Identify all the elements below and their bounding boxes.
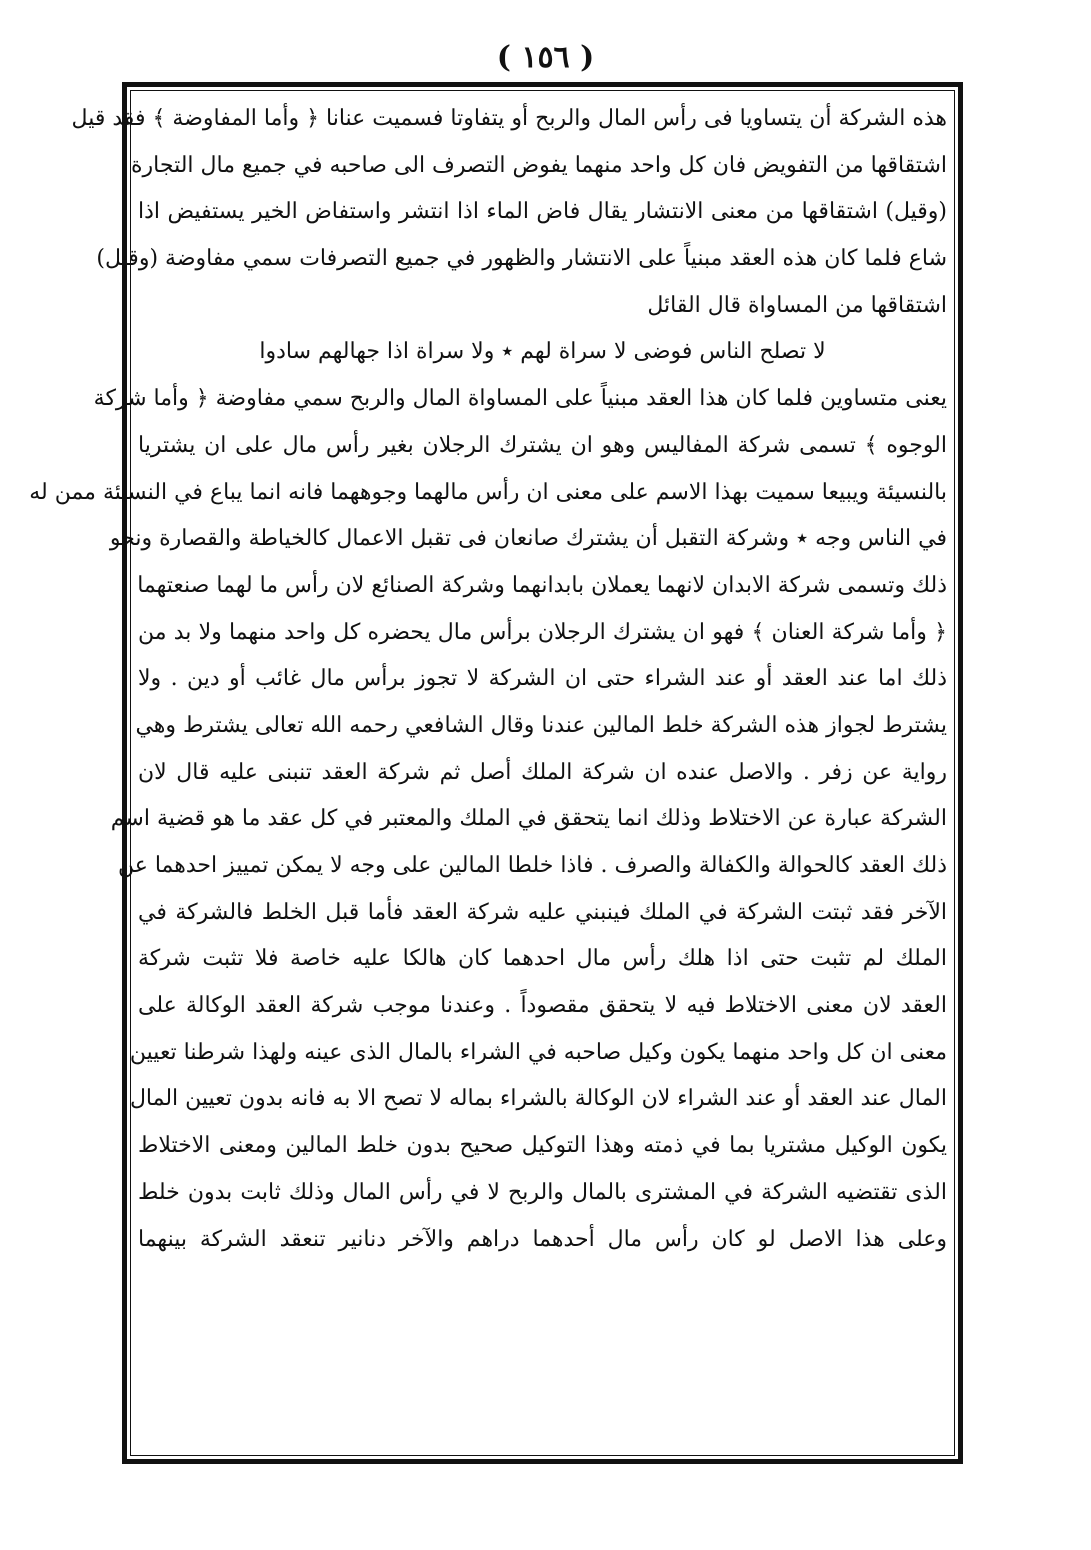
page-number: ( ١٥٦ )	[496, 40, 595, 75]
text-line: ذلك اما عند العقد أو عند الشراء حتى ان الشركة لا تجوز برأس مال غائب أو دين . ولا	[138, 666, 947, 692]
text-line: الآخر فقد ثبتت الشركة في الملك فينبني عليه شركة العقد فأما قبل الخلط فالشركة في	[138, 899, 947, 925]
verse-line: لا تصلح الناس فوضى لا سراة لهم ٭ ولا سراة اذا جهالهم سادوا	[259, 339, 826, 365]
text-line: يكون الوكيل مشتريا بما في ذمته وهذا التوكيل صحيح بدون خلط المالين ومعنى الاختلاط	[138, 1133, 947, 1159]
text-line: الوجوه ﴾ تسمى شركة المفاليس وهو ان يشترك الرجلان بغير رأس مال على ان يشتريا	[138, 432, 947, 458]
text-line: في الناس وجه ٭ وشركة التقبل أن يشترك صانعان فى تقبل الاعمال كالخياطة والقصارة ونحو	[109, 526, 947, 552]
text-line: اشتقاقها من التفويض فان كل واحد منهما يفوض التصرف الى صاحبه في جميع مال التجارة	[131, 152, 947, 178]
text-body	[29, 96, 947, 1452]
text-line: الذى تقتضيه الشركة في المشترى بالمال والربح لا في رأس المال وذلك ثابت بدون خلط	[138, 1179, 947, 1205]
text-line: المال عند العقد أو عند الشراء لان الوكالة بالشراء بماله لا تصح الا به فانه بدون تعيين المال	[129, 1086, 947, 1112]
text-line: ﴿ وأما شركة العنان ﴾ فهو ان يشترك الرجلان برأس مال يحضره كل واحد منهما ولا بد من	[138, 619, 947, 645]
text-line: وعلى هذا الاصل لو كان رأس مال أحدهما دراهم والآخر دنانير تنعقد الشركة بينهما	[138, 1226, 947, 1252]
text-line: الشركة عبارة عن الاختلاط وذلك انما يتحقق في الملك والمعتبر في كل عقد ما هو قضية اسم	[110, 806, 947, 832]
text-line: (وقيل) اشتقاقها من معنى الانتشار يقال فاض الماء اذا انتشر واستفاض الخير يستفيض اذا	[138, 199, 947, 225]
text-line: رواية عن زفر . والاصل عنده ان شركة الملك أصل ثم شركة العقد تنبنى عليه قال لان	[138, 759, 947, 785]
text-line: يعنى متساوين فلما كان هذا العقد مبنياً على المساواة المال والربح سمي مفاوضة ﴿ وأما شركة	[93, 386, 947, 412]
text-line: العقد لان معنى الاختلاط فيه لا يتحقق مقصوداً . وعندنا موجب شركة العقد الوكالة على	[138, 993, 947, 1019]
text-line: يشترط لجواز هذه الشركة خلط المالين عندنا وقال الشافعي رحمه الله تعالى يشترط وهي	[135, 712, 947, 738]
text-line: معنى ان كل واحد منهما يكون وكيل صاحبه في الشراء بالمال الذى عينه ولهذا شرطنا تعيين	[129, 1039, 947, 1065]
text-line: الملك لم تثبت حتى اذا هلك رأس مال احدهما كان هالكا عليه خاصة فلا تثبت شركة	[138, 946, 947, 972]
text-line: بالنسيئة ويبيعا سميت بهذا الاسم على معنى ان رأس مالهما وجوههما فانه انما يباع في النسيئة ممن له	[29, 479, 947, 505]
text-line: ذلك وتسمى شركة الابدان لانهما يعملان بابدانهما وشركة الصنائع لان رأس ما لهما صنعتهما	[137, 572, 947, 598]
text-line: ذلك العقد كالحوالة والكفالة والصرف . فاذا خلطا المالين على وجه لا يمكن تمييز احدهما عن	[117, 853, 947, 878]
text-line: شاع فلما كان هذه العقد مبنياً على الانتشار والظهور في جميع التصرفات سمي مفاوضة (وقيل)	[96, 246, 947, 272]
text-line: اشتقاقها من المساواة قال القائل	[647, 292, 947, 318]
text-line: هذه الشركة أن يتساويا فى رأس المال والربح أو يتفاوتا فسميت عنانا ﴿ وأما المفاوضة ﴾ فقد قيل	[71, 106, 947, 131]
